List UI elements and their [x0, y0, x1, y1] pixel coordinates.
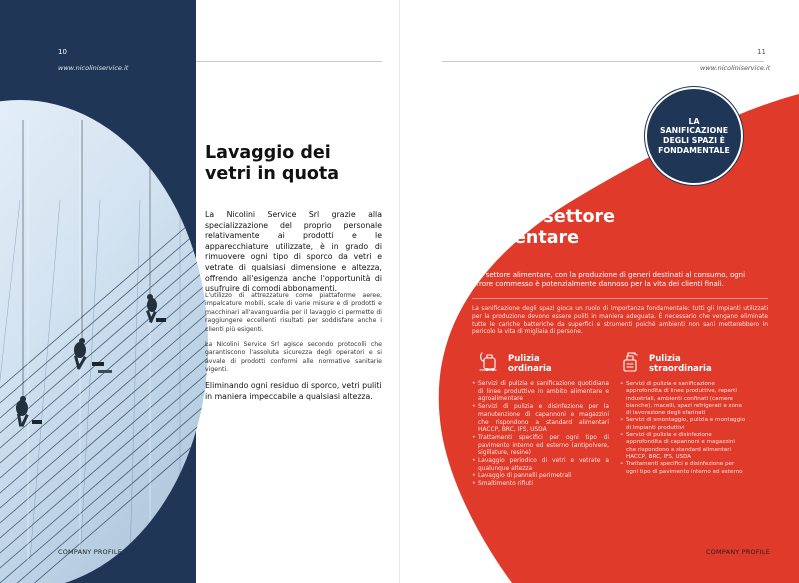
sanification-badge	[645, 87, 743, 185]
badge-text: LA SANIFICAZIONE DEGLI SPAZI È FONDAMENTALE	[658, 116, 730, 155]
footer-label: COMPANY PROFILE	[58, 548, 123, 556]
website-url: www.nicoliniservice.it	[58, 64, 129, 72]
header-rule	[442, 61, 764, 62]
page-number: 10	[58, 48, 67, 56]
list-item: • Lavaggio di pannelli perimetrali	[472, 473, 609, 481]
list-item: • Lavaggio periodico di vetri e vetrate a qualunque altezza	[472, 458, 609, 473]
list-item: • Servizi di pulizia e sanificazione quotidiana di linee produttive in ambito alimentare e agroalimentare	[472, 381, 609, 404]
service-list-straordinaria	[620, 381, 746, 476]
service-title-ordinaria	[508, 354, 552, 374]
body-paragraph-1: L'utilizzo di attrezzature come piattaforme aeree, impalcature mobili, scale di varie misure e di prodotti e macchinari all'avanguardia per il lavaggio ci permette di raggiungere eccellenti risultati per soddisfare anche i clienti più esigenti.	[205, 292, 382, 333]
page-number: 11	[757, 48, 766, 56]
title-line-1: Lavaggio dei	[205, 143, 331, 163]
service-title-line-1: Pulizia	[508, 354, 540, 364]
lead-paragraph: Nel settore alimentare, con la produzione di generi destinati al consumo, ogni errore commesso è potenzialmente dannoso per la vita dei clienti finali.	[472, 271, 746, 289]
right-page-artwork	[400, 0, 799, 583]
list-item: • Servizi di pulizia e sanificazione approfondita di linee produttive, reparti industriali, ambienti confinati (camere bianche), macelli, spazi refrigerati e zone di lavorazione degli sfarinati	[620, 381, 746, 417]
red-curve-shape	[439, 94, 799, 583]
title-line-1: Pulizie settore	[472, 207, 615, 227]
list-item: • Servizi di pulizia e disinfezione per la manutenzione di capannoni e magazzini che rispondono a standard alimentari HACCP, BRC, IFS, USDA	[472, 404, 609, 435]
service-title-straordinaria	[649, 354, 712, 374]
section-divider	[472, 298, 768, 299]
footer-label: COMPANY PROFILE	[706, 548, 771, 556]
closing-paragraph: Eliminando ogni residuo di sporco, vetri puliti in maniera impeccabile a qualsiasi altezza.	[205, 381, 382, 401]
title-line-2: vetri in quota	[205, 164, 340, 184]
spray-bottle-icon	[620, 351, 640, 373]
page-title	[205, 143, 339, 185]
list-item: • Smaltimento rifiuti	[472, 481, 609, 489]
lead-paragraph: La Nicolini Service Srl grazie alla specializzazione del proprio personale relativamente ai prodotti e le apparecchiature utilizzate, è in grado di rimuovere ogni tipo di sporco da vetri e vetrate di qualsiasi dimensione e altezza, offrendo all'esigenza anche l'opportunità di usufruire di comodi abbonamenti.	[205, 210, 382, 294]
service-title-line-2: straordinaria	[649, 364, 712, 374]
window-cleaners-photo	[0, 90, 240, 583]
page-title	[472, 207, 615, 249]
body-paragraph: La sanificazione degli spazi gioca un ruolo di importanza fondamentale: tutti gli impianti utilizzati per la produzione devono essere puliti in maniera adeguata. È necessario che vengano eliminate tutte le cariche batteriche da superfici e strumenti poiché ambienti non sani metterebbero in pericolo la vita di migliaia di persone.	[472, 306, 768, 336]
list-item: • Trattamenti specifici e disinfezione per ogni tipo di pavimento interno ed esterno	[620, 461, 746, 476]
service-title-line-1: Pulizia	[649, 354, 681, 364]
list-item: • Servizi di pulizia e disinfezione approfondita di capannoni e magazzini che rispondono a standard alimentari HACCP, BRC, IFS, USDA	[620, 432, 746, 461]
title-line-2: alimentare	[472, 228, 580, 248]
website-url: www.nicoliniservice.it	[700, 64, 771, 72]
service-list-ordinaria	[472, 381, 609, 489]
service-title-line-2: ordinaria	[508, 364, 552, 374]
header-rule	[196, 61, 382, 62]
left-page	[0, 0, 399, 583]
right-page	[400, 0, 799, 583]
list-item: • Servizi di smontaggio, pulizia e montaggio di impianti produttivi	[620, 417, 746, 432]
list-item: • Trattamenti specifici per ogni tipo di pavimento interno ed esterno (antipolvere, sigillature, resine)	[472, 435, 609, 458]
vacuum-cleaner-icon	[478, 350, 498, 372]
body-paragraph-2: La Nicolini Service Srl agisce secondo protocolli che garantiscono l'assoluta sicurezza degli operatori e si avvale di prodotti conformi alle normative sanitarie vigenti.	[205, 341, 382, 374]
